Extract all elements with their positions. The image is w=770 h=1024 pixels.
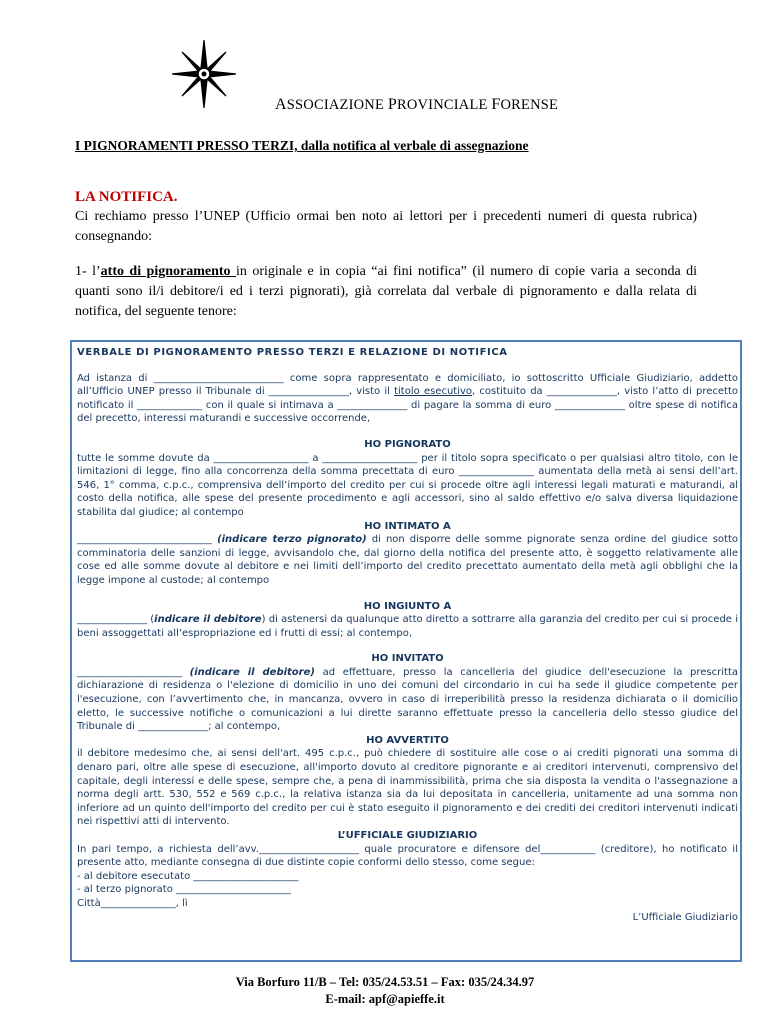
pignorato-heading: HO PIGNORATO [364, 438, 451, 450]
intro-paragraph: Ci rechiamo presso l’UNEP (Ufficio ormai ben noto ai lettori per i precedenti numeri di questa rubrica) consegnando: [75, 209, 697, 244]
ingiunto-text: ______________ (indicare il debitore) di astenersi da qualunque atto diretto a sottrarre alla garanzia del credito per cui si procede i beni assoggettati all’espropriazione ed i frutti di essi; al contempo, [77, 614, 738, 639]
line-debitore: - al debitore esecutato _____________________ [77, 870, 299, 882]
association-name: ASSOCIAZIONE PROVINCIALE FORENSE [275, 96, 559, 113]
footer-email: E-mail: apf@apieffe.it [325, 992, 445, 1006]
intimato-heading: HO INTIMATO A [364, 520, 451, 532]
ufficiale-heading: L’UFFICIALE GIUDIZIARIO [337, 830, 478, 841]
avvertito-heading: HO AVVERTITO [366, 734, 449, 746]
item-paragraph: 1- l’atto di pignoramento in originale e in copia “ai fini notifica” (il numero di copie varia a seconda di quanti sono il/i debitore/i ed i terzi pignorati), già correlata dal verbale di pignoramento e dalla relata di notifica, del seguente tenore: [75, 264, 697, 319]
ingiunto-heading: HO INGIUNTO A [363, 600, 452, 612]
line-terzo: - al terzo pignorato _______________________ [77, 884, 291, 896]
line-citta: Città_______________, lì [77, 897, 188, 909]
invitato-text: _____________________ (indicare il debitore) ad effettuare, presso la cancelleria del giudice dell'esecuzione la prescritta dichiarazione di residenza o l'elezione di domicilio in uno dei comuni del circondario in cui ha sede il giudice competente per l'esecuzione, con l’avvertimento che, in mancanza, ovvero in caso di irreperibilità presso la residenza dichiarata o il domicilio eletto, le successive notifiche o comunicazioni a lui dirette saranno effettuate presso la cancelleria dello stesso giudice del Tribunale di ______________; al contempo, [77, 666, 738, 733]
footer [0, 974, 770, 1008]
document-title: I PIGNORAMENTI PRESSO TERZI, dalla notifica al verbale di assegnazione [75, 138, 529, 153]
footer-address: Via Borfuro 11/B – Tel: 035/24.53.51 – Fax: 035/24.34.97 [235, 975, 535, 989]
verbale-intro: Ad istanza di __________________________ come sopra rappresentato e domiciliato, io sottoscritto Ufficiale Giudiziario, addetto all’Ufficio UNEP presso il Tribunale di ________________, visto il titolo esecutivo, costituito da ______________, visto l’atto di precetto notificato il _____________ con il quale si intimava a ______________ di pagare la somma di euro ______________ oltre spese di notifica del precetto, interessi maturandi e successive occorrende, [77, 372, 738, 425]
pignorato-text: tutte le somme dovute da ___________________ a ___________________ per il titolo sopra specificato o per qualsiasi altro titolo, con le limitazioni di legge, fino alla concorrenza della somma precettata di euro _______________ aumentata della metà ai sensi dell’art. 546, 1° comma, c.p.c., comprensiva dell’importo del credito per cui si procede oltre agli interessi legali maturati e maturandi, al costo della notifica, alle spese del presente procedimento e agli accessori, sino al saldo effettivo e/o salva diversa liquidazione stabilita dal giudice; al contempo [77, 452, 738, 518]
invitato-heading: HO INVITATO [371, 653, 444, 665]
atto-pignoramento-term: atto di pignoramento [100, 264, 236, 279]
signature: L’Ufficiale Giudiziario [632, 911, 738, 923]
section-heading: LA NOTIFICA. [75, 189, 178, 205]
ufficiale-text: In pari tempo, a richiesta dell’avv.____________________ quale procuratore e difensore del___________ (creditore), ho notificato il presente atto, mediante consegna di due distinte copie conformi dello stesso, come segue: [77, 843, 738, 869]
avvertito-text: il debitore medesimo che, ai sensi dell'art. 495 c.p.c., può chiedere di sostituire alle cose o ai crediti pignorati una somma di denaro pari, oltre alle spese di esecuzione, all'importo dovuto al creditore pignorante e ai creditori intervenuti, comprensivo del capitale, degli interessi e delle spese, sempre che, a pena di inammissibilità, prima che sia disposta la vendita o l'assegnazione a norma degli artt. 530, 552 e 569 c.p.c., la relativa istanza sia da lui depositata in cancelleria, unitamente ad una somma non inferiore ad un quinto dell'importo del credito per cui è stato eseguito il pignoramento e dei crediti dei creditori intervenuti indicati nei rispettivi atti di intervento. [77, 748, 738, 828]
verbale-box [70, 340, 742, 962]
intimato-text: ___________________________ (indicare terzo pignorato) di non disporre delle somme pignorate senza ordine del giudice sotto comminatoria delle sanzioni di legge, avvisandolo che, dal giorno della notifica del presente atto, è soggetto relativamente alle cose ed alle somme dovute al debitore e nei limiti dell’importo del credito precettato aumentato della metà agli obblighi che la legge impone al custode; al contempo [77, 534, 738, 586]
verbale-heading: VERBALE DI PIGNORAMENTO PRESSO TERZI E RELAZIONE DI NOTIFICA [77, 347, 508, 358]
titolo-esecutivo-link[interactable]: titolo esecutivo [394, 386, 473, 398]
compass-star-icon [172, 40, 236, 108]
